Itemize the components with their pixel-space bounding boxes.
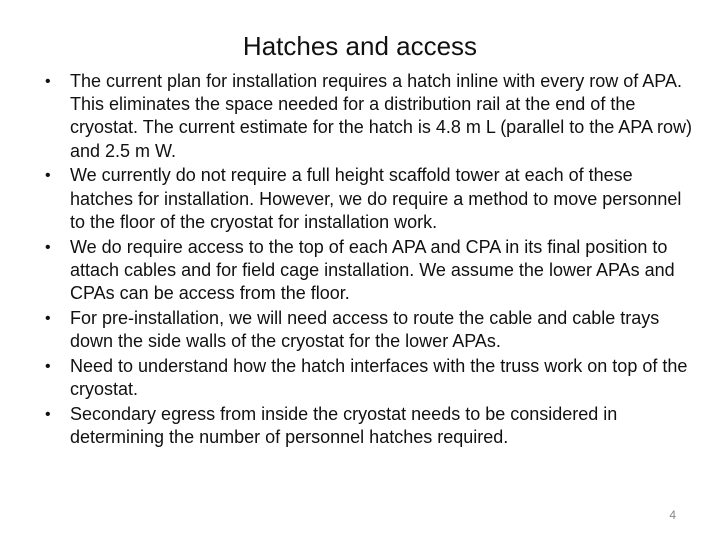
bullet-text: For pre-installation, we will need access to route the cable and cable trays down the side walls of the cryostat for the lower APAs. bbox=[70, 307, 660, 352]
bullet-text: The current plan for installation requires a hatch inline with every row of APA. This eliminates the space needed for a distribution rail at the end of the cryostat. The current estimate for the hatch is 4.8 m L (parallel to the APA row) and 2.5 m W. bbox=[70, 71, 692, 161]
bullet-dot-icon: • bbox=[45, 405, 51, 423]
bullet-dot-icon: • bbox=[45, 357, 51, 375]
slide-title: Hatches and access bbox=[242, 31, 478, 61]
bullet-item bbox=[45, 307, 695, 353]
bullet-text: We currently do not require a full height scaffold tower at each of these hatches for installation. However, we do require a method to move personnel to the floor of the cryostat for installation work. bbox=[70, 165, 682, 232]
bullet-dot-icon: • bbox=[45, 73, 51, 90]
bullet-text: We do require access to the top of each APA and CPA in its final position to attach cables and for field cage installation. We assume the lower APAs and CPAs can be access from the floor. bbox=[70, 236, 675, 304]
bullet-item bbox=[45, 403, 695, 449]
bullet-dot-icon: • bbox=[45, 238, 51, 256]
bullet-text: Secondary egress from inside the cryostat needs to be considered in determining the number of personnel hatches required. bbox=[70, 403, 618, 448]
bullet-dot-icon: • bbox=[45, 167, 51, 185]
bullet-item bbox=[45, 355, 695, 401]
slide-number: 4 bbox=[669, 508, 676, 522]
bullet-item bbox=[45, 236, 695, 306]
bullet-list bbox=[45, 70, 695, 451]
bullet-item bbox=[45, 70, 695, 163]
bullet-text: Need to understand how the hatch interfaces with the truss work on top of the cryostat. bbox=[70, 355, 688, 400]
bullet-dot-icon: • bbox=[45, 309, 51, 327]
bullet-item bbox=[45, 164, 695, 234]
